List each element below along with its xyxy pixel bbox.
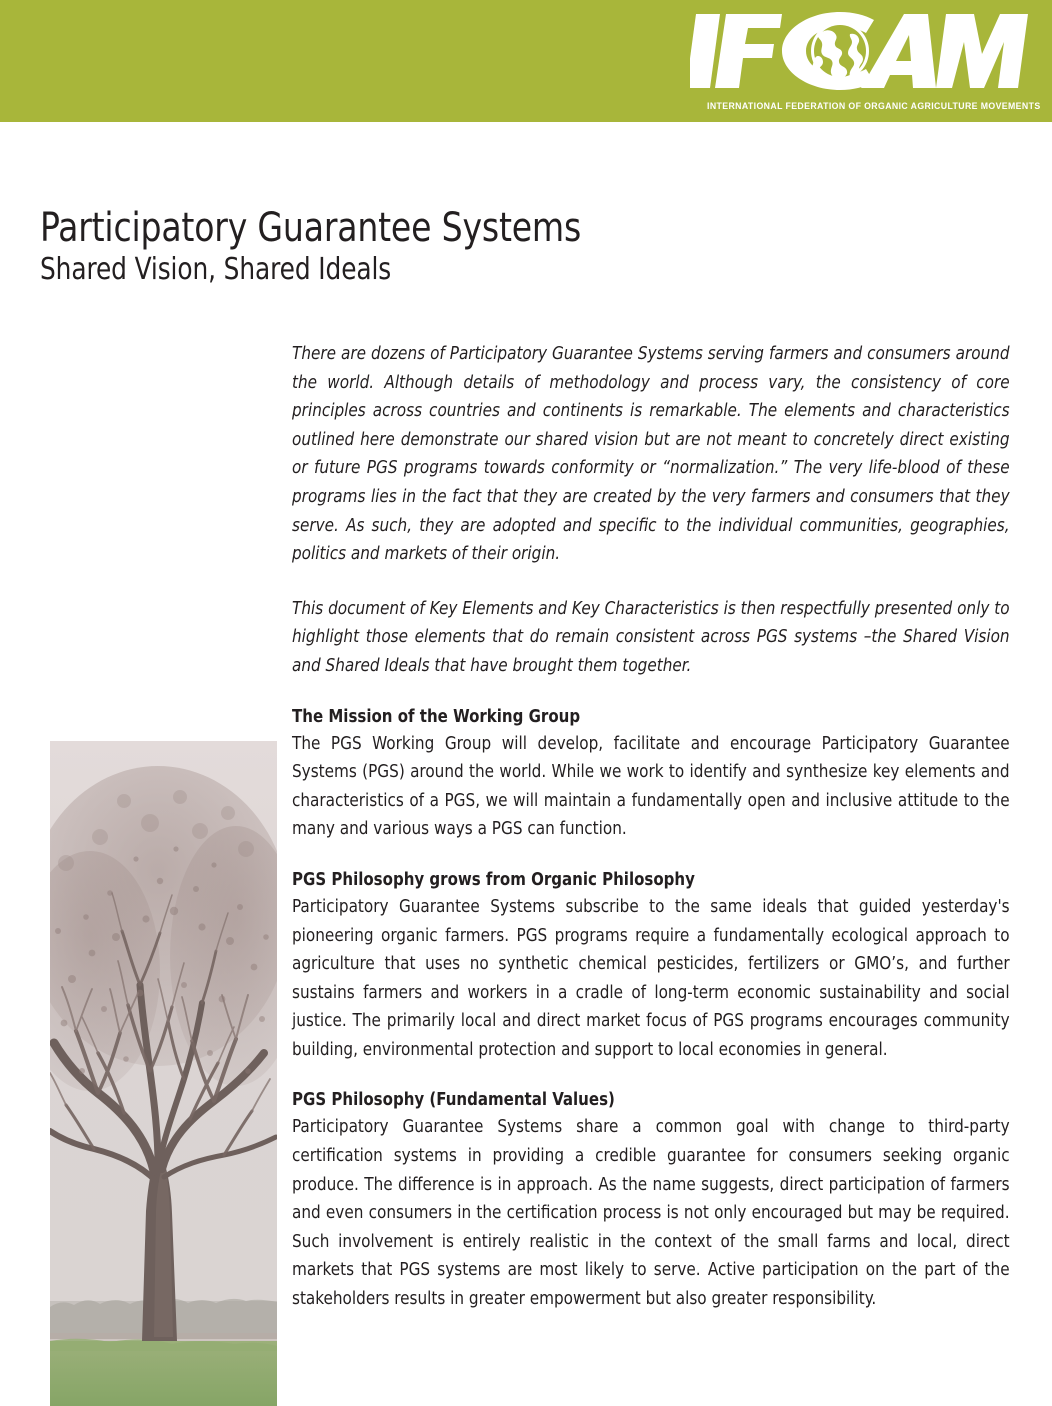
tree-photo — [50, 741, 277, 1406]
section-heading: PGS Philosophy grows from Organic Philosophy — [292, 869, 695, 890]
spacer — [292, 681, 1028, 705]
section-organic-philosophy — [292, 868, 1028, 1065]
section-body: The PGS Working Group will develop, facilitate and encourage Participatory Guarantee Systems (PGS) around the world. While we work to identify and synthesize key elements and characteristics of a PGS, we will maintain a fundamentally open and inclusive attitude to the many and various ways a PGS can function. — [292, 733, 1010, 840]
spacer — [292, 1064, 1028, 1088]
intro-paragraph-1: There are dozens of Participatory Guarantee Systems serving farmers and consumers around the world. Although details of methodology and process vary, the consistency of core principles across countries and continents is remarkable. The elements and characteristics outlined here demonstrate our shared vision but are not meant to concretely direct existing or future PGS programs towards conformity or “normalization.” The very life-blood of these programs lies in the fact that they are created by the very farmers and consumers that they serve. As such, they are adopted and specific to the individual communities, geographies, politics and markets of their origin. — [292, 344, 1010, 565]
main-text-column — [292, 340, 1028, 1314]
section-fundamental-values — [292, 1088, 1028, 1313]
page-title: Participatory Guarantee Systems — [40, 205, 582, 251]
ifoam-logo — [690, 8, 1041, 116]
section-mission — [292, 705, 1028, 844]
section-body: Participatory Guarantee Systems subscribe to the same ideals that guided yesterday's pioneering organic farmers. PGS programs require a fundamentally ecological approach to agriculture that uses no synthetic chemical pesticides, fertilizers or GMO’s, and further sustains farmers and workers in a cradle of long-term economic sustainability and social justice. The primarily local and direct market focus of PGS programs encourages community building, environmental protection and support to local economies in general. — [292, 896, 1010, 1060]
intro-paragraph-2: This document of Key Elements and Key Characteristics is then respectfully presented only to highlight those elements that do remain consistent across PGS systems –the Shared Vision and Shared Ideals that have brought them together. — [292, 598, 1010, 676]
header-band — [0, 0, 1052, 122]
ifoam-wordmark — [690, 8, 1030, 94]
section-body: Participatory Guarantee Systems share a common goal with change to third-party certification systems in providing a credible guarantee for consumers seeking organic produce. The difference is in approach. As the name suggests, direct participation of farmers and even consumers in the certification process is not only encouraged but may be required. Such involvement is entirely realistic in the context of the small farms and local, direct markets that PGS systems are most likely to serve. Active participation on the part of the stakeholders results in greater empowerment but also greater responsibility. — [292, 1117, 1010, 1310]
page-title-block — [40, 206, 760, 288]
section-heading: PGS Philosophy (Fundamental Values) — [292, 1090, 615, 1111]
section-heading: The Mission of the Working Group — [292, 706, 581, 727]
spacer — [292, 844, 1028, 868]
ifoam-tagline: INTERNATIONAL FEDERATION OF ORGANIC AGRICULTURE MOVEMENTS — [707, 101, 1041, 111]
page-subtitle: Shared Vision, Shared Ideals — [40, 251, 392, 287]
